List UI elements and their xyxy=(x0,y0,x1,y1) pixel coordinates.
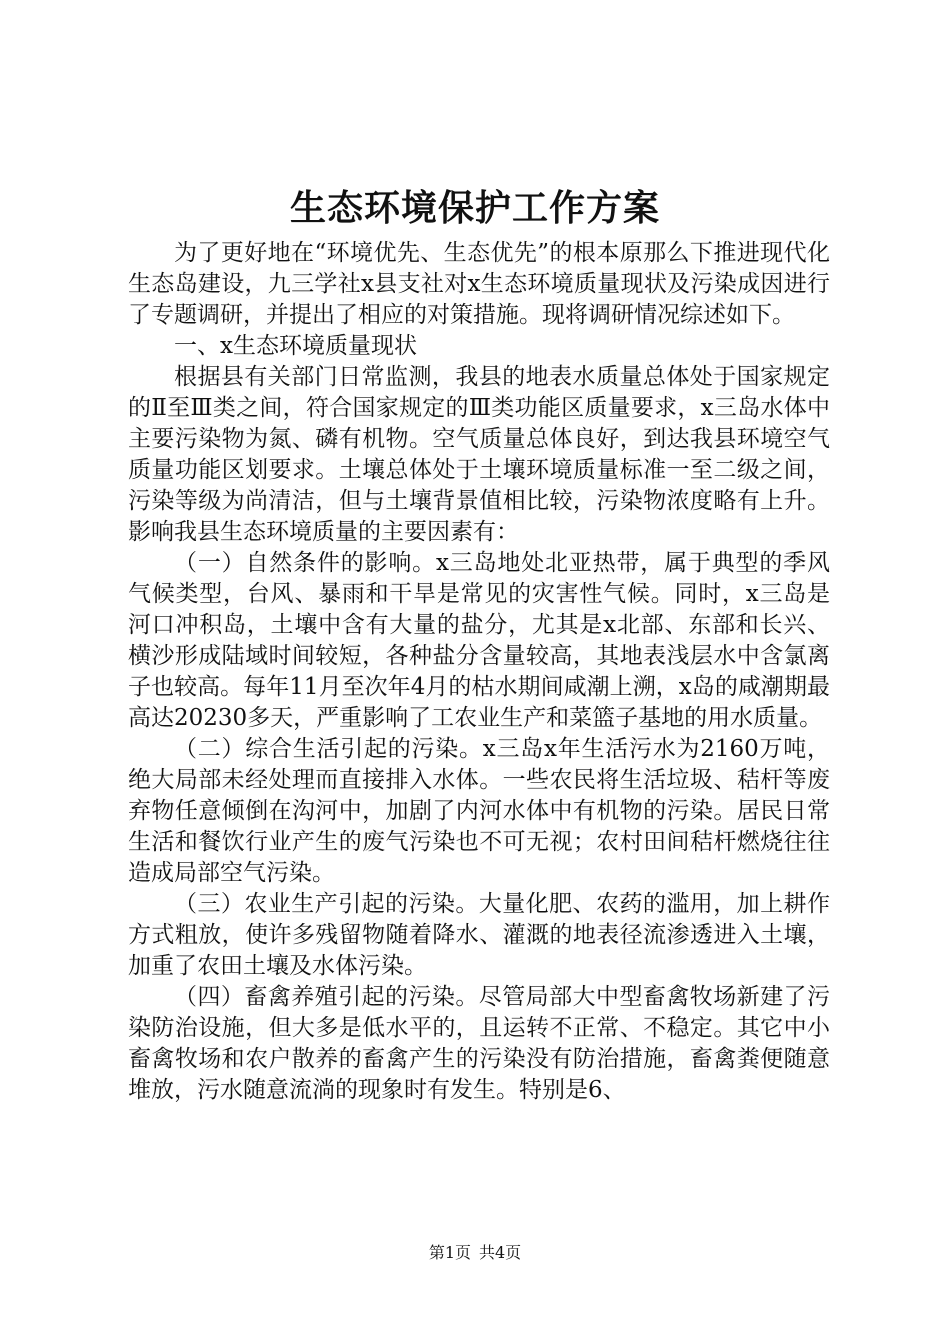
factor-paragraph-1: （一）自然条件的影响。x三岛地处北亚热带，属于典型的季风气候类型，台风、暴雨和干旱是常见的灾害性气候。同时，x三岛是河口冲积岛，土壤中含有大量的盐分，尤其是x北部、东部和长兴、横沙形成陆域时间较短，各种盐分含量较高，其地表浅层水中含氯离子也较高。每年11月至次年4月的枯水期间咸潮上溯，x岛的咸潮期最高达20230多天，严重影响了工农业生产和菜篮子基地的用水质量。 xyxy=(128,550,830,731)
page-number: 第1页 xyxy=(428,1243,471,1262)
page-footer xyxy=(0,1242,950,1264)
factor-paragraph-4: （四）畜禽养殖引起的污染。尽管局部大中型畜禽牧场新建了污染防治设施，但大多是低水平的，且运转不正常、不稳定。其它中小畜禽牧场和农户散养的畜禽产生的污染没有防治措施，畜禽粪便随意堆放，污水随意流淌的现象时有发生。特别是6、 xyxy=(128,984,830,1103)
status-paragraph: 根据县有关部门日常监测，我县的地表水质量总体处于国家规定的Ⅱ至Ⅲ类之间，符合国家规定的Ⅲ类功能区质量要求，x三岛水体中主要污染物为氮、磷有机物。空气质量总体良好，到达我县环境空气质量功能区划要求。土壤总体处于土壤环境质量标准一至二级之间，污染等级为尚清洁，但与土壤背景值相比较，污染物浓度略有上升。影响我县生态环境质量的主要因素有： xyxy=(128,364,830,545)
section-heading: 一、x生态环境质量现状 xyxy=(174,333,417,359)
document-title: 生态环境保护工作方案 xyxy=(289,187,660,229)
total-pages: 共4页 xyxy=(479,1243,522,1262)
factor-paragraph-2: （二）综合生活引起的污染。x三岛x年生活污水为2160万吨，绝大局部未经处理而直接排入水体。一些农民将生活垃圾、秸杆等废弃物任意倾倒在沟河中，加剧了内河水体中有机物的污染。居民日常生活和餐饮行业产生的废气污染也不可无视；农村田间秸杆燃烧往往造成局部空气污染。 xyxy=(128,736,830,886)
document-body xyxy=(128,238,830,1106)
intro-paragraph: 为了更好地在“环境优先、生态优先”的根本原那么下推进现代化生态岛建设，九三学社x县支社对x生态环境质量现状及污染成因进行了专题调研，并提出了相应的对策措施。现将调研情况综述如下。 xyxy=(128,240,830,328)
factor-paragraph-3: （三）农业生产引起的污染。大量化肥、农药的滥用，加上耕作方式粗放，使许多残留物随着降水、灌溉的地表径流渗透进入土壤，加重了农田土壤及水体污染。 xyxy=(128,891,830,979)
